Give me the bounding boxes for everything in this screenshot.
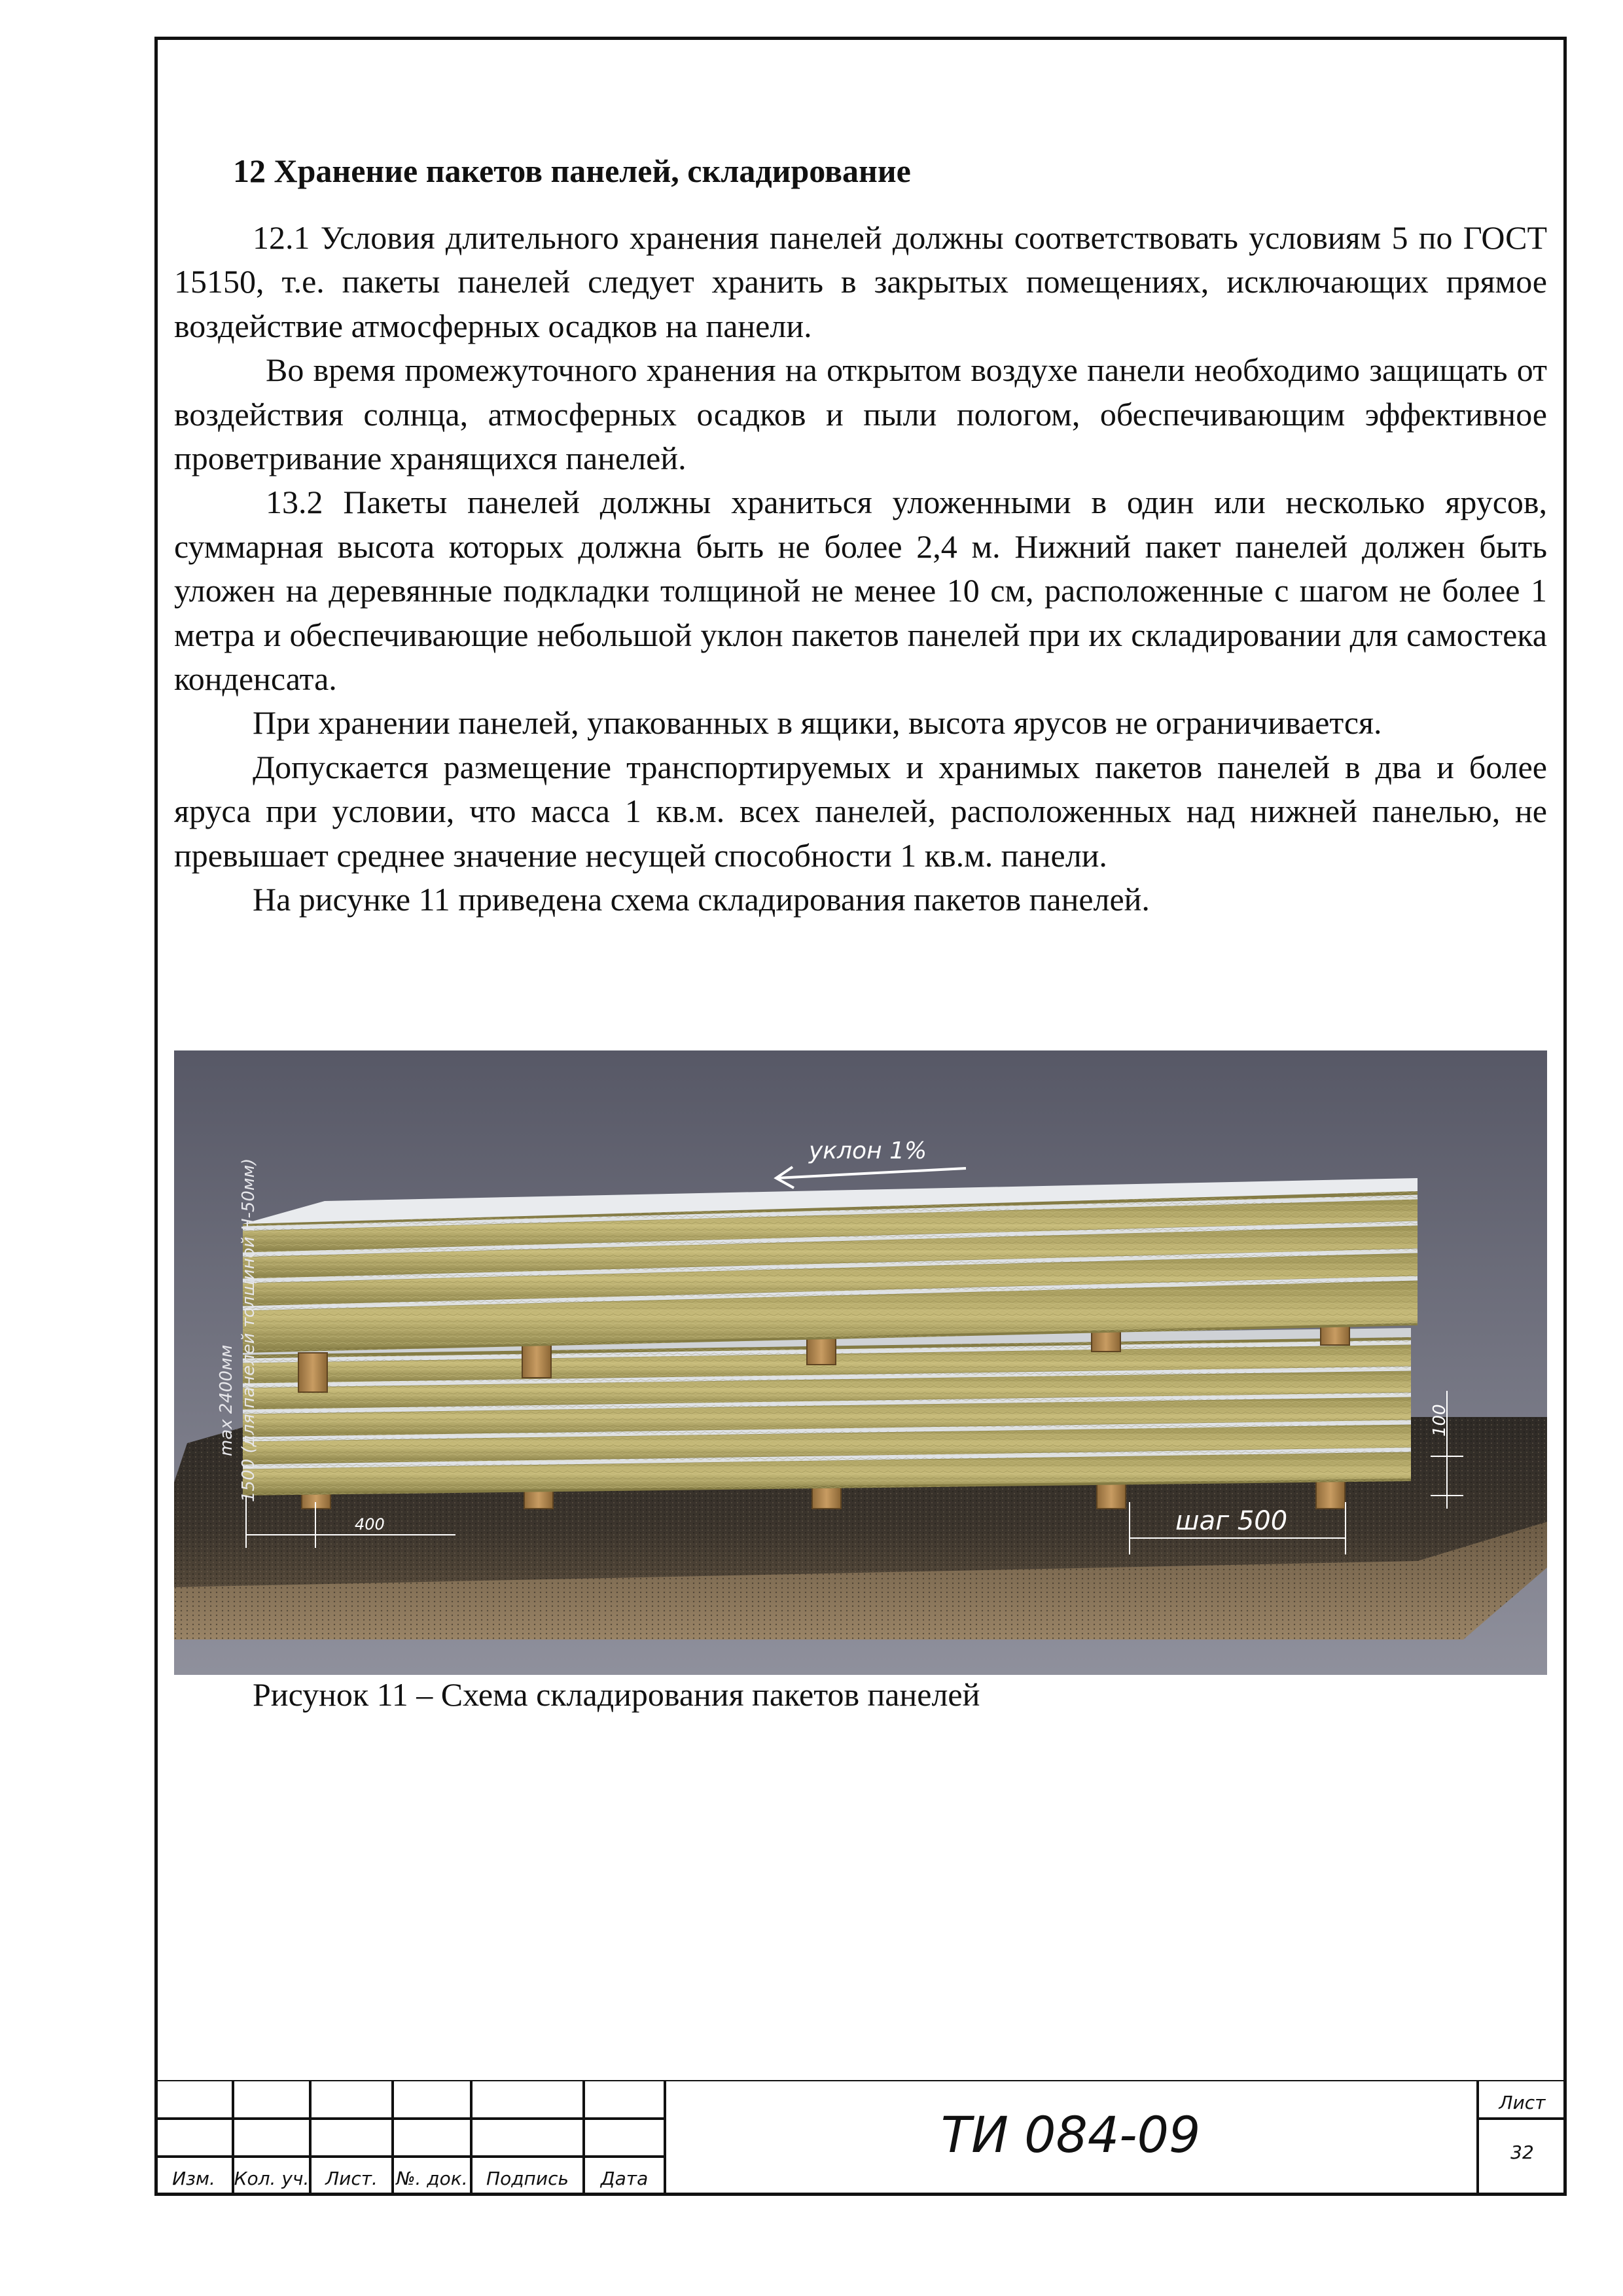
storage-scheme-figure [174,1050,1547,1675]
col-izm: Изм. [172,2168,215,2189]
title-block [154,2080,1567,2196]
paragraph: 12.1 Условия длительного хранения панелей должны соответствовать условиям 5 по ГОСТ 15150, т.е. пакеты панелей следует хранить в закрытых помещениях, исключающих прямое воздействие атмосферных осадков на панели. [174,219,1547,344]
col-doc-number: №. док. [396,2168,468,2189]
title-block-grid [154,2080,1567,2196]
paragraph: На рисунке 11 приведена схема складирования пакетов панелей. [253,881,1150,918]
col-date: Дата [600,2168,649,2189]
offset-label: 400 [355,1515,385,1534]
col-signature: Подпись [486,2168,569,2189]
paragraph: 13.2 Пакеты панелей должны храниться уложенными в один или несколько ярусов, суммарная высота которых должна быть не более 2,4 м. Нижний пакет панелей должен быть уложен на деревянные подкладки толщиной не менее 10 см, расположенные с шагом не более 1 метра и обеспечивающие небольшой уклон пакетов панелей при их складировании для самостека конденсата. [174,484,1547,698]
col-list: Лист. [325,2168,378,2189]
paragraph: При хранении панелей, упакованных в ящики, высота ярусов не ограничивается. [253,704,1382,742]
panel-height-label: 1500 (для панелей толщиной H-50мм) [239,1158,259,1502]
body-text [174,216,1547,922]
section-heading: 12 Хранение пакетов панелей, складирование [233,152,911,189]
col-kol-uch: Кол. уч. [234,2168,310,2189]
sheet-number: 32 [1510,2142,1534,2163]
max-height-label: max 2400мм [217,1344,236,1456]
step-label: шаг 500 [1175,1506,1288,1536]
paragraph: Допускается размещение транспортируемых и хранимых пакетов панелей в два и более яруса при условии, что масса 1 кв.м. всех панелей, расположенных над нижней панелью, не превышает среднее значение несущей способности 1 кв.м. панели. [174,748,1547,874]
slope-label: уклон 1% [809,1138,927,1164]
sheet-label: Лист [1499,2092,1546,2113]
storage-scheme-illustration [174,1050,1547,1675]
document-code: ТИ 084-09 [940,2106,1201,2164]
support-height-label: 100 [1430,1404,1450,1437]
paragraph: Во время промежуточного хранения на открытом воздухе панели необходимо защищать от воздействия солнца, атмосферных осадков и пыли пологом, обеспечивающим эффективное проветривание хранящихся панелей. [174,351,1547,477]
figure-caption: Рисунок 11 – Схема складирования пакетов панелей [253,1676,980,1713]
